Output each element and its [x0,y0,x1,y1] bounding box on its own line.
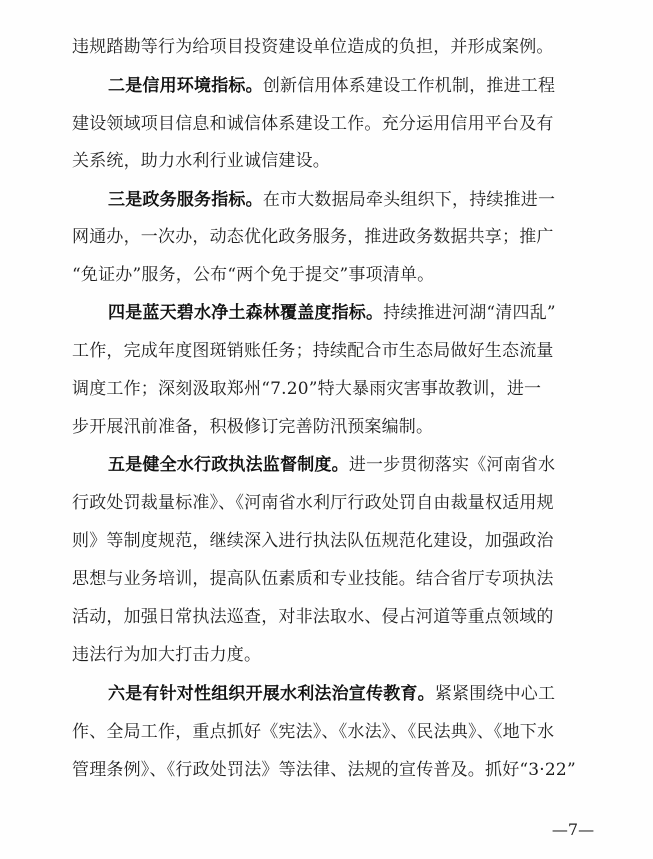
body-line [72,526,612,556]
section-6-line [108,679,612,709]
section-5-line [108,450,612,480]
line-text: 建设领域项目信息和诚信体系建设工作。充分运用信用平台及有 [72,114,554,134]
line-text: 进一步贯彻落实《河南省水 [348,455,556,475]
line-text: 违法行为加大打击力度。 [72,645,262,665]
body-line [72,260,612,290]
body-line [72,374,612,404]
body-line [72,32,612,62]
body-line [72,109,612,139]
body-line [72,336,612,366]
section-heading-government-service: 三是政务服务指标。 [108,190,263,210]
body-line [72,640,612,670]
section-3-line [108,185,612,215]
section-heading-legal-education: 六是有针对性组织开展水利法治宣传教育。 [108,684,435,704]
section-heading-credit: 二是信用环境指标。 [108,76,263,96]
line-text: 步开展汛前准备，积极修订完善防汛预案编制。 [72,417,434,437]
body-line [72,488,612,518]
section-4-line [108,298,612,328]
line-text: 工作，完成年度图斑销账任务；持续配合市生态局做好生态流量 [72,341,554,361]
section-2-line [108,71,612,101]
line-text: 管理条例》、《行政处罚法》等法律、法规的宣传普及。抓好“3·22” [72,760,576,780]
line-text: 违规踏勘等行为给项目投资建设单位造成的负担，并形成案例。 [72,37,554,57]
body-line [72,755,612,785]
line-text: 网通办，一次办，动态优化政务服务，推进政务数据共享；推广 [72,227,554,247]
line-text: 紧紧围绕中心工 [434,684,556,704]
body-line [72,717,612,747]
body-line [72,412,612,442]
line-text: 在市大数据局牵头组织下，持续推进一 [262,190,556,210]
body-line [72,222,612,252]
body-line [72,564,612,594]
line-text: 关系统，助力水利行业诚信建设。 [72,151,330,171]
line-text: 创新信用体系建设工作机制，推进工程 [262,76,556,96]
page-number: —7— [551,820,595,839]
line-text: 活动，加强日常执法巡查，对非法取水、侵占河道等重点领域的 [72,607,554,627]
body-line [72,602,612,632]
line-text: 持续推进河湖“清四乱” [383,303,556,323]
body-line [72,146,612,176]
line-text: “免证办”服务，公布“两个免于提交”事项清单。 [72,265,435,285]
line-text: 则》等制度规范，继续深入进行执法队伍规范化建设，加强政治 [72,531,554,551]
section-heading-environment: 四是蓝天碧水净土森林覆盖度指标。 [108,303,384,323]
line-text: 行政处罚裁量标准》、《河南省水利厅行政处罚自由裁量权适用规 [72,493,554,513]
line-text: 思想与业务培训，提高队伍素质和专业技能。结合省厅专项执法 [72,569,554,589]
line-text: 调度工作；深刻汲取郑州“7.20”特大暴雨灾害事故教训，进一 [72,379,542,399]
line-text: 作、全局工作，重点抓好《宪法》、《水法》、《民法典》、《地下水 [72,722,555,742]
section-heading-law-enforcement: 五是健全水行政执法监督制度。 [108,455,349,475]
